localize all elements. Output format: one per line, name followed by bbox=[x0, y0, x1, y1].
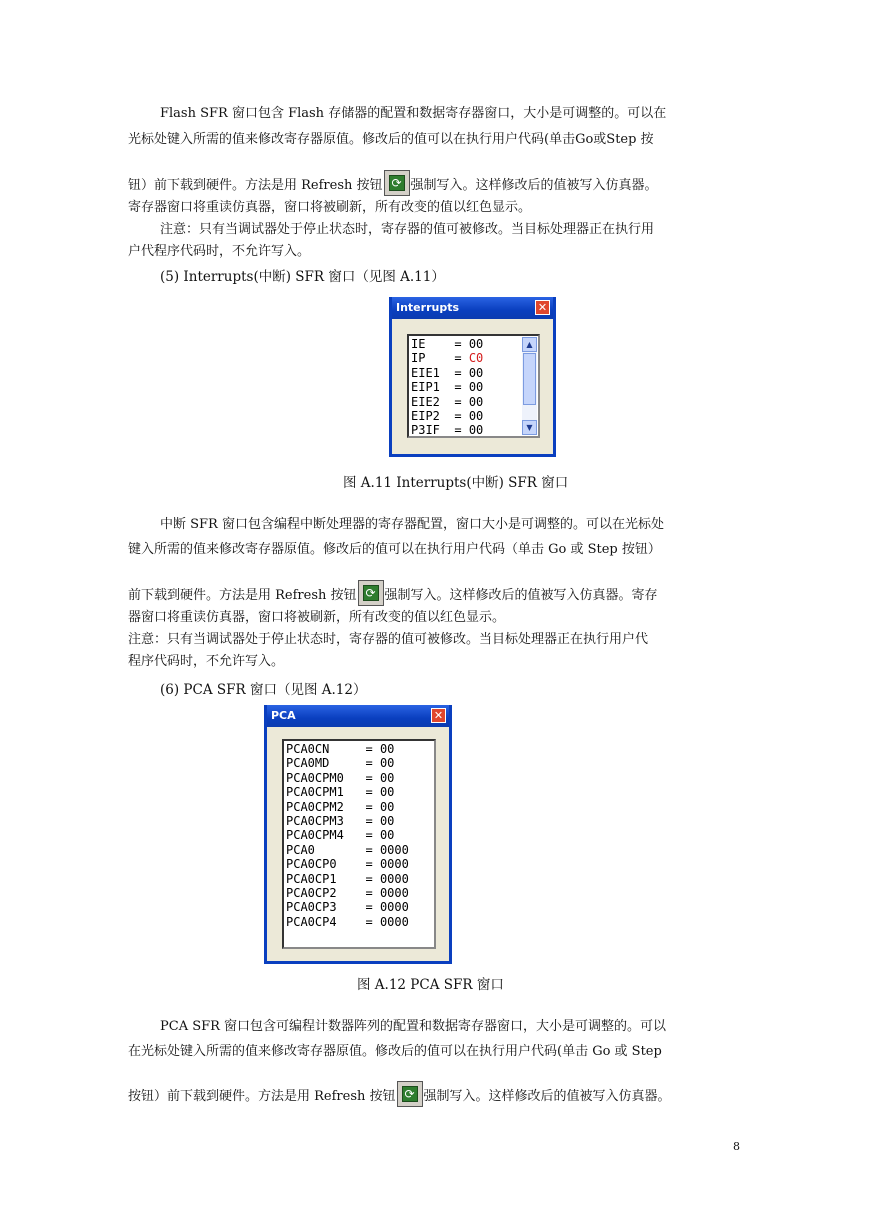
register-row[interactable] bbox=[411, 337, 483, 351]
register-row[interactable] bbox=[411, 409, 483, 423]
register-row[interactable] bbox=[411, 351, 483, 365]
equals-sign: = bbox=[454, 365, 462, 380]
register-name: EIE2 bbox=[411, 394, 440, 409]
register-value[interactable]: 00 bbox=[468, 337, 484, 351]
register-value[interactable]: 0000 bbox=[379, 914, 409, 929]
register-row[interactable] bbox=[286, 771, 394, 785]
paragraph-1-line-3-tail: 强制写入。这样修改后的值被写入仿真器。 bbox=[410, 178, 658, 193]
paragraph-1-line-1: Flash SFR 窗口包含 Flash 存储器的配置和数据寄存器窗口，大小是可调整的。可以在 bbox=[160, 106, 667, 121]
register-row[interactable] bbox=[286, 872, 409, 886]
paragraph-2-line-5: 器窗口将重读仿真器，窗口将被刷新，所有改变的值以红色显示。 bbox=[128, 610, 506, 625]
register-name: PCA0CP0 bbox=[286, 857, 352, 872]
refresh-icon: ⟳ bbox=[384, 170, 410, 196]
note-1-line-1: 注意：只有当调试器处于停止状态时，寄存器的值可被修改。当目标处理器正在执行用 bbox=[160, 222, 655, 237]
register-row[interactable] bbox=[286, 742, 394, 756]
equals-sign: = bbox=[365, 886, 373, 900]
register-value[interactable]: 00 bbox=[468, 365, 484, 380]
equals-sign: = bbox=[365, 785, 373, 800]
register-value[interactable]: 0000 bbox=[379, 871, 409, 886]
register-row[interactable] bbox=[286, 886, 409, 900]
paragraph-3-line-3-tail: 强制写入。这样修改后的值被写入仿真器。 bbox=[423, 1089, 671, 1104]
register-name: PCA0CPM0 bbox=[286, 770, 352, 785]
equals-sign: = bbox=[365, 828, 373, 843]
register-row[interactable] bbox=[411, 366, 483, 380]
register-value[interactable]: 0000 bbox=[379, 842, 409, 857]
register-name: PCA0CPM3 bbox=[286, 814, 352, 828]
register-row[interactable] bbox=[286, 800, 394, 814]
register-value[interactable]: 00 bbox=[379, 828, 395, 843]
figure-a12-caption: 图 A.12 PCA SFR 窗口 bbox=[357, 977, 504, 993]
page-number: 8 bbox=[733, 1140, 740, 1153]
register-row[interactable] bbox=[286, 900, 409, 914]
register-name: PCA0CP3 bbox=[286, 900, 352, 915]
paragraph-1-line-3 bbox=[128, 170, 658, 196]
register-name: IP bbox=[411, 351, 440, 366]
pca-register-list[interactable] bbox=[282, 739, 436, 949]
equals-sign: = bbox=[454, 337, 462, 351]
note-2-line-2: 程序代码时，不允许写入。 bbox=[128, 654, 285, 669]
interrupts-sfr-window bbox=[389, 297, 556, 457]
equals-sign: = bbox=[365, 900, 373, 915]
paragraph-1-line-2: 光标处键入所需的值来修改寄存器原值。修改后的值可以在执行用户代码(单击Go或Step 按 bbox=[128, 132, 654, 147]
register-name: EIP1 bbox=[411, 380, 440, 395]
register-value[interactable]: 00 bbox=[468, 423, 484, 438]
register-value[interactable]: 00 bbox=[379, 799, 395, 814]
section-5-heading: (5) Interrupts(中断) SFR 窗口（见图 A.11） bbox=[160, 269, 445, 285]
equals-sign: = bbox=[365, 914, 373, 929]
paragraph-2-line-3-tail: 强制写入。这样修改后的值被写入仿真器。寄存 bbox=[384, 588, 658, 603]
register-value[interactable]: 00 bbox=[379, 814, 395, 828]
register-row[interactable] bbox=[286, 915, 409, 929]
register-row[interactable] bbox=[286, 857, 409, 871]
figure-a11-caption: 图 A.11 Interrupts(中断) SFR 窗口 bbox=[343, 475, 569, 491]
equals-sign: = bbox=[365, 871, 373, 886]
note-1-line-2: 户代程序代码时，不允许写入。 bbox=[128, 244, 311, 259]
paragraph-2-line-3-text: 前下载到硬件。方法是用 Refresh 按钮 bbox=[128, 588, 357, 603]
equals-sign: = bbox=[365, 756, 373, 771]
pca-window-title: PCA bbox=[271, 709, 296, 722]
equals-sign: = bbox=[454, 380, 462, 395]
register-value[interactable]: 0000 bbox=[379, 857, 409, 872]
equals-sign: = bbox=[454, 423, 462, 438]
paragraph-2-line-3 bbox=[128, 580, 658, 606]
equals-sign: = bbox=[365, 742, 373, 756]
paragraph-1-line-3-text: 钮）前下载到硬件。方法是用 Refresh 按钮 bbox=[128, 178, 383, 193]
register-value[interactable]: 00 bbox=[468, 380, 484, 395]
close-icon[interactable]: ✕ bbox=[535, 300, 550, 315]
refresh-icon: ⟳ bbox=[397, 1081, 423, 1107]
register-value[interactable]: 00 bbox=[379, 785, 395, 800]
equals-sign: = bbox=[365, 770, 373, 785]
equals-sign: = bbox=[365, 857, 373, 872]
register-name: PCA0CPM4 bbox=[286, 828, 352, 843]
interrupts-scrollbar[interactable] bbox=[522, 337, 537, 435]
register-name: EIP2 bbox=[411, 409, 440, 423]
register-value[interactable]: 00 bbox=[468, 409, 484, 423]
register-name: PCA0CP4 bbox=[286, 914, 352, 929]
interrupts-window-title: Interrupts bbox=[396, 301, 460, 314]
scroll-up-arrow-icon[interactable]: ▲ bbox=[522, 337, 537, 352]
equals-sign: = bbox=[365, 814, 373, 828]
register-value[interactable]: 0000 bbox=[379, 886, 409, 900]
section-6-heading: (6) PCA SFR 窗口（见图 A.12） bbox=[160, 682, 367, 698]
paragraph-3-line-3 bbox=[128, 1081, 671, 1107]
register-value[interactable]: 00 bbox=[468, 394, 484, 409]
paragraph-3-line-2: 在光标处键入所需的值来修改寄存器原值。修改后的值可以在执行用户代码(单击 Go 或 Step bbox=[128, 1044, 662, 1059]
paragraph-2-line-2: 键入所需的值来修改寄存器原值。修改后的值可以在执行用户代码（单击 Go 或 Step 按钮） bbox=[128, 542, 661, 557]
register-name: EIE1 bbox=[411, 365, 440, 380]
pca-window-titlebar[interactable] bbox=[267, 705, 449, 727]
pca-sfr-window bbox=[264, 705, 452, 964]
equals-sign: = bbox=[365, 799, 373, 814]
register-value[interactable]: 00 bbox=[379, 756, 395, 771]
register-name: PCA0CPM2 bbox=[286, 799, 352, 814]
register-name: PCA0CP2 bbox=[286, 886, 352, 900]
equals-sign: = bbox=[365, 842, 373, 857]
register-row[interactable] bbox=[286, 785, 394, 799]
note-2-line-1: 注意：只有当调试器处于停止状态时，寄存器的值可被修改。当目标处理器正在执行用户代 bbox=[128, 632, 649, 647]
register-row[interactable] bbox=[286, 843, 409, 857]
register-row[interactable] bbox=[411, 380, 483, 394]
register-row[interactable] bbox=[286, 828, 394, 842]
register-row[interactable] bbox=[286, 814, 394, 828]
register-value[interactable]: 00 bbox=[379, 770, 395, 785]
register-row[interactable] bbox=[411, 423, 483, 437]
register-name: PCA0CPM1 bbox=[286, 785, 352, 800]
register-row[interactable] bbox=[411, 395, 483, 409]
scrollbar-thumb[interactable] bbox=[523, 353, 536, 405]
register-value[interactable]: 00 bbox=[379, 742, 395, 756]
interrupts-register-list[interactable] bbox=[407, 334, 540, 438]
register-name: PCA0CN bbox=[286, 742, 352, 756]
close-icon[interactable]: ✕ bbox=[431, 708, 446, 723]
register-name: PCA0CP1 bbox=[286, 871, 352, 886]
paragraph-1-line-5: 寄存器窗口将重读仿真器，窗口将被刷新，所有改变的值以红色显示。 bbox=[128, 200, 532, 215]
register-name: PCA0 bbox=[286, 842, 352, 857]
paragraph-3-line-3-text: 按钮）前下载到硬件。方法是用 Refresh 按钮 bbox=[128, 1089, 396, 1104]
paragraph-2-line-1: 中断 SFR 窗口包含编程中断处理器的寄存器配置，窗口大小是可调整的。可以在光标处 bbox=[160, 517, 664, 532]
equals-sign: = bbox=[454, 409, 462, 423]
interrupts-window-titlebar[interactable] bbox=[392, 297, 553, 319]
equals-sign: = bbox=[454, 351, 462, 366]
refresh-icon: ⟳ bbox=[358, 580, 384, 606]
register-name: IE bbox=[411, 337, 440, 351]
scroll-down-arrow-icon[interactable]: ▼ bbox=[522, 420, 537, 435]
register-value[interactable]: 0000 bbox=[379, 900, 409, 915]
equals-sign: = bbox=[454, 394, 462, 409]
paragraph-3-line-1: PCA SFR 窗口包含可编程计数器阵列的配置和数据寄存器窗口，大小是可调整的。可以 bbox=[160, 1019, 667, 1034]
register-name: PCA0MD bbox=[286, 756, 352, 771]
register-name: P3IF bbox=[411, 423, 440, 438]
register-row[interactable] bbox=[286, 756, 394, 770]
register-value[interactable]: C0 bbox=[468, 351, 484, 366]
